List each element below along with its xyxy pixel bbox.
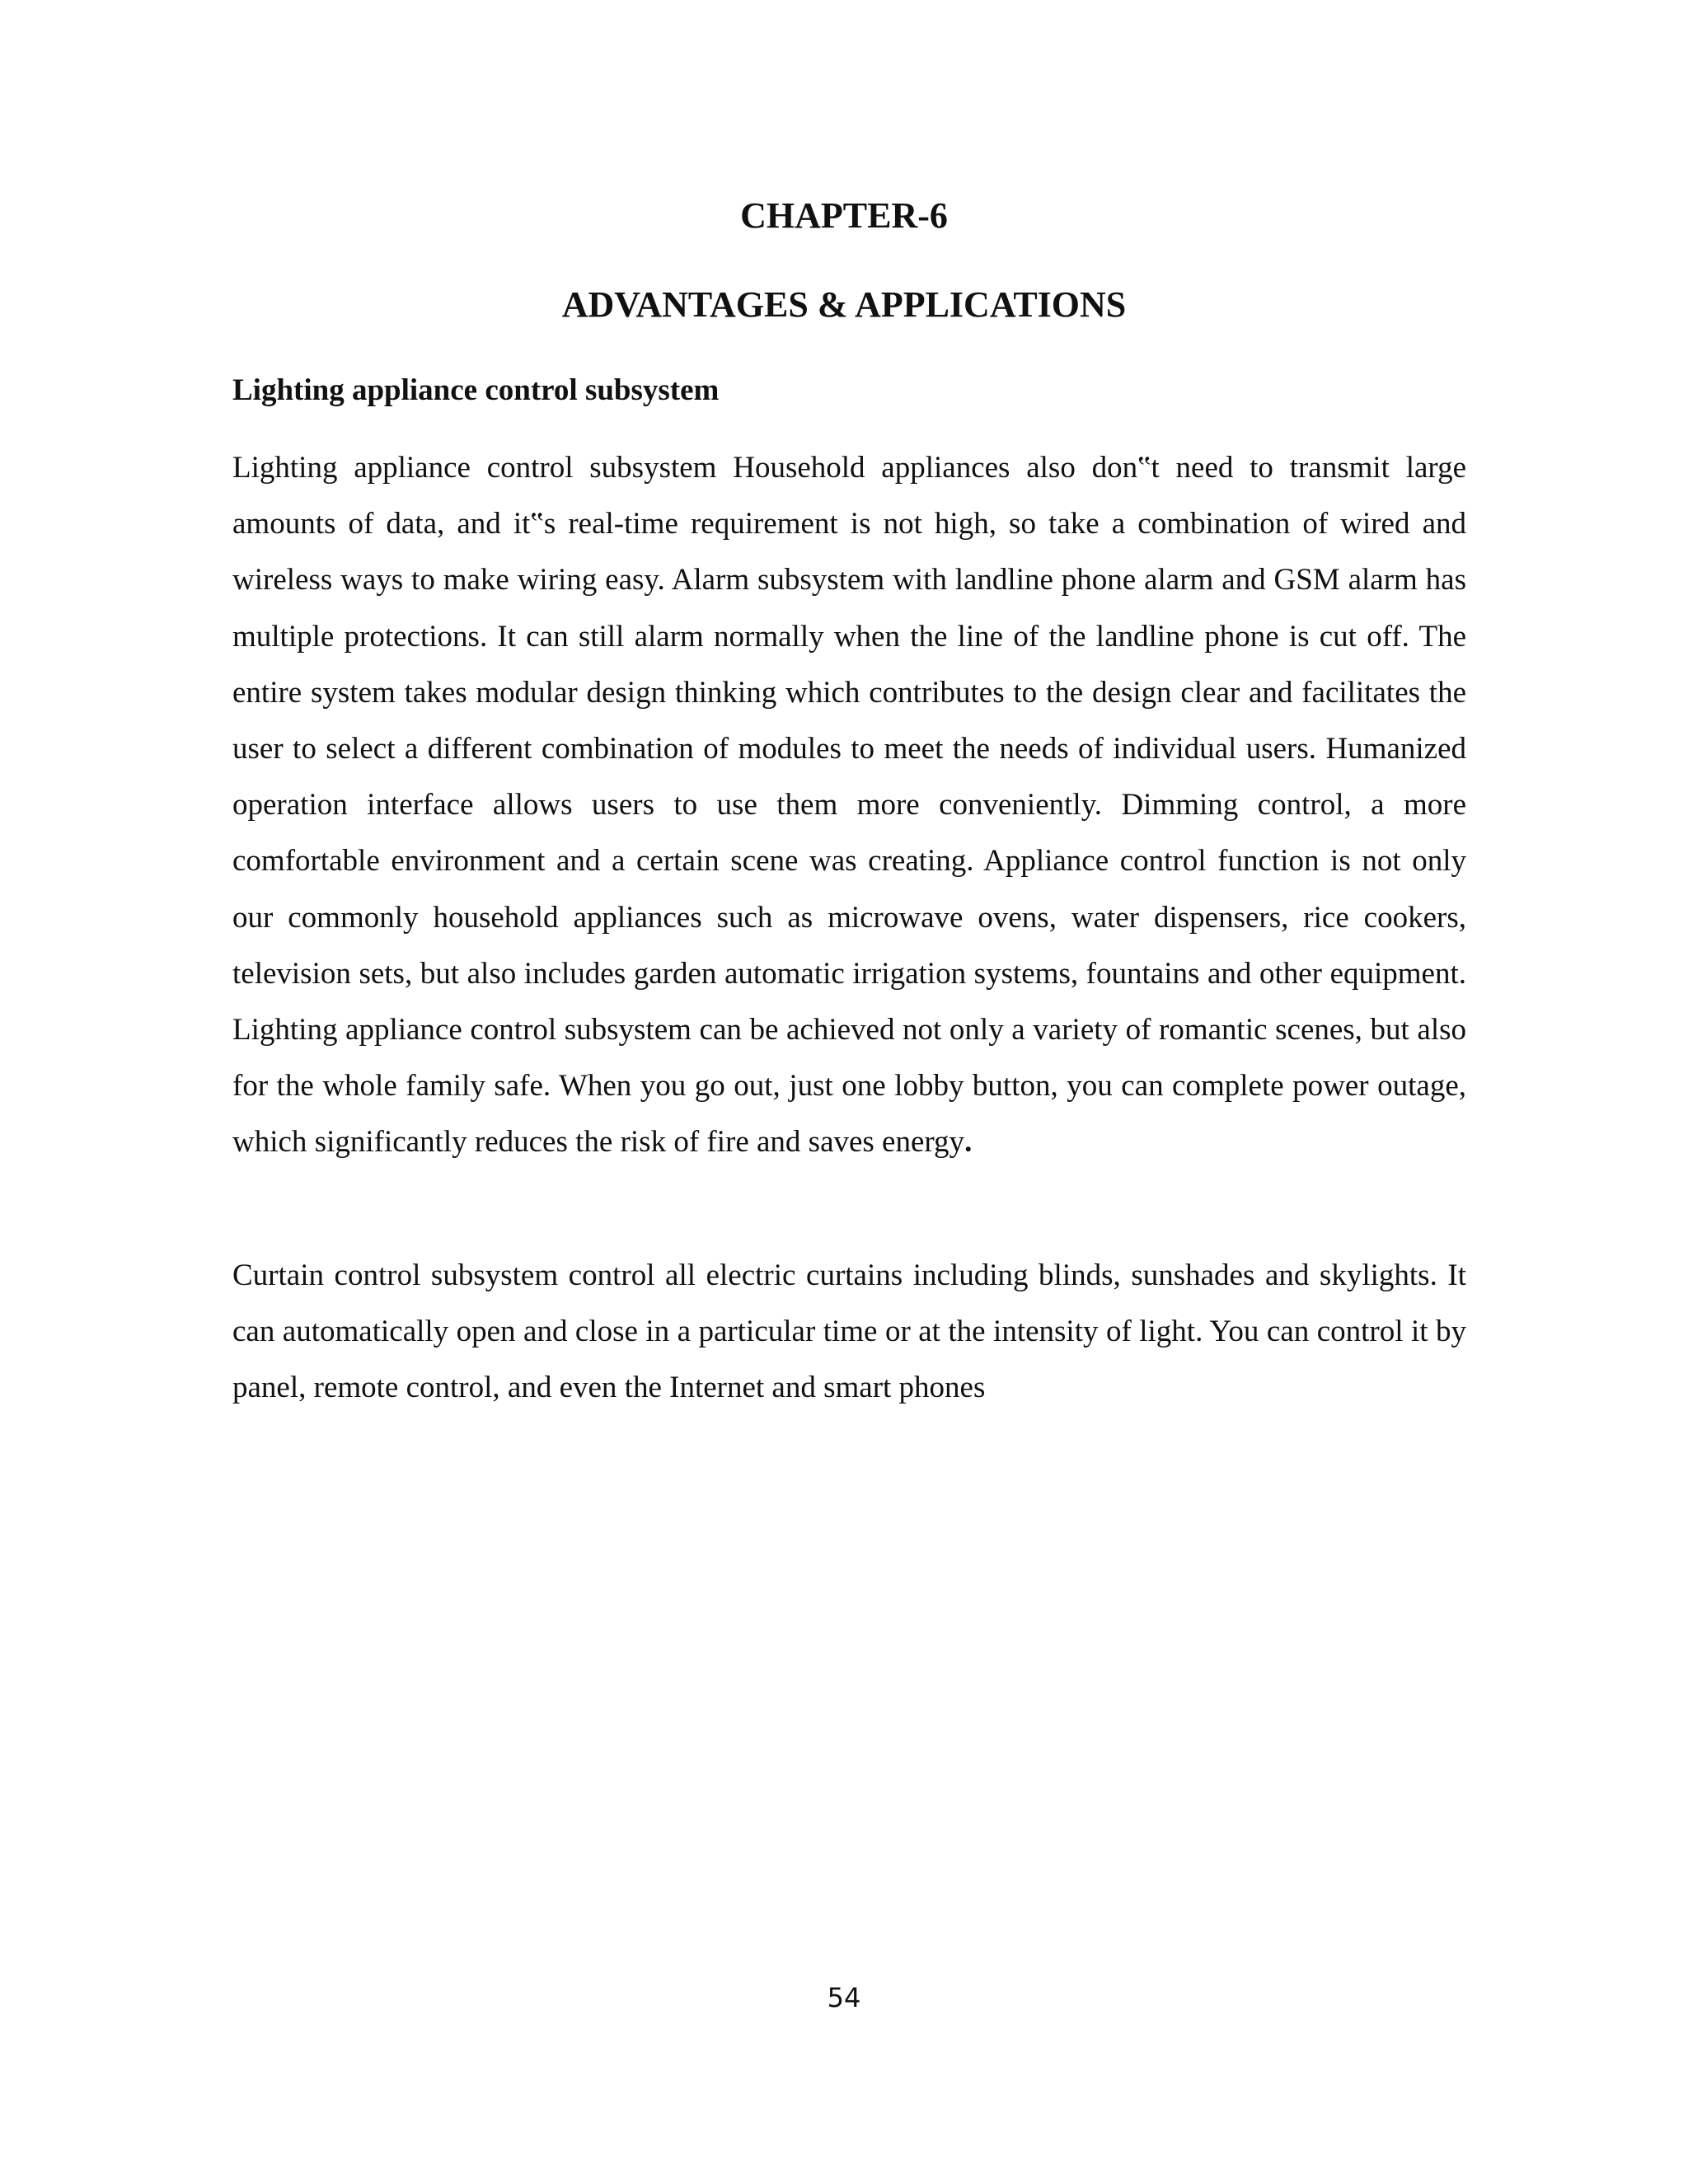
page-number: 54 [827,1982,861,2013]
body-paragraph-lighting [232,440,1466,1171]
chapter-subtitle: ADVANTAGES & APPLICATIONS [561,284,1127,325]
body-paragraph-curtain: Curtain control subsystem control all electric curtains including blinds, sunshades and skylights. It can automatically open and close in a particular time or at the intensity of light. You can control it by panel, remote control, and even the Internet and smart phones [232,1258,1466,1405]
paragraph-end-period: . [964,1125,973,1160]
paragraph-text: Lighting appliance control subsystem Household appliances also don‟t need to transmit large amounts of data, and it‟s real-time requirement is not high, so take a combination of wired and wireless ways to make wiring easy. Alarm subsystem with landline phone alarm and GSM alarm has multiple protections. It can still alarm normally when the line of the landline phone is cut off. The entire system takes modular design thinking which contributes to the design clear and facilitates the user to select a different combination of modules to meet the needs of individual users. Humanized operation interface allows users to use them more conveniently. Dimming control, a more comfortable environment and a certain scene was creating. Appliance control function is not only our commonly household appliances such as microwave ovens, water dispensers, rice cookers, television sets, but also includes garden automatic irrigation systems, fountains and other equipment. Lighting appliance control subsystem can be achieved not only a variety of romantic scenes, but also for the whole family safe. When you go out, just one lobby button, you can complete power outage, which significantly reduces the risk of fire and saves energy [232,451,1466,1160]
chapter-title: CHAPTER-6 [740,195,948,236]
section-heading: Lighting appliance control subsystem [232,373,720,407]
